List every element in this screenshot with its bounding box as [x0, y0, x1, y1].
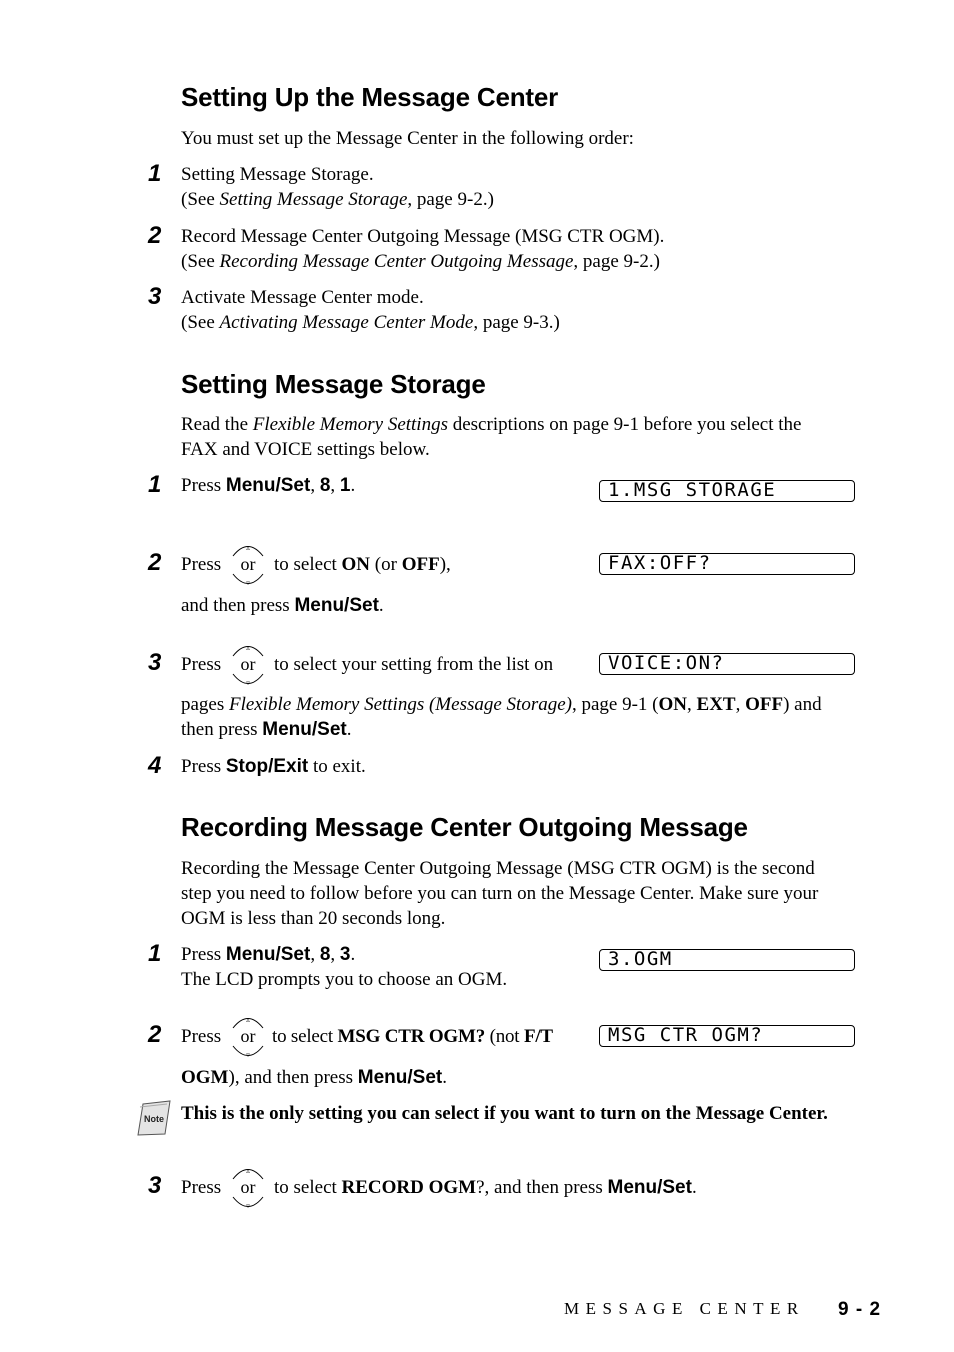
up-down-key-icon: [228, 1011, 268, 1063]
storage-step-3-text: to select your setting from the list on: [274, 654, 554, 675]
svg-text:▵: ▵: [246, 1016, 250, 1024]
note-icon: [136, 1099, 172, 1137]
svg-text:▵: ▵: [246, 1167, 250, 1175]
step-number: 3: [148, 649, 162, 676]
lcd-display: 1.MSG STORAGE: [599, 480, 855, 502]
recording-step-3-press: Press: [181, 1177, 222, 1198]
section-heading-recording: Recording Message Center Outgoing Message: [181, 812, 748, 842]
step-number: 2: [148, 1021, 162, 1048]
step-text: Record Message Center Outgoing Message (MSG CTR OGM).: [181, 226, 665, 247]
storage-step-3-detail: pages Flexible Memory Settings (Message Storage), page 9-1 (ON, EXT, OFF) and then press Menu/Set.: [181, 694, 822, 740]
storage-step-4: Press Stop/Exit to exit.: [181, 756, 366, 777]
up-down-key-icon: [228, 639, 268, 691]
storage-step-2-then: and then press Menu/Set.: [181, 595, 384, 616]
recording-step-3-text: to select RECORD OGM?, and then press Menu/Set.: [274, 1177, 697, 1198]
section-heading-setup: Setting Up the Message Center: [181, 82, 559, 112]
step-number: 2: [148, 549, 162, 576]
up-down-key-icon: [228, 1162, 268, 1214]
step-number: 1: [148, 160, 162, 187]
note-text: This is the only setting you can select if you want to turn on the Message Center.: [181, 1103, 828, 1124]
storage-step-3-press: Press: [181, 654, 222, 675]
step-number: 3: [148, 1172, 162, 1199]
svg-text:▿: ▿: [246, 1051, 250, 1059]
recording-step-2-text: to select MSG CTR OGM? (not F/T: [272, 1026, 553, 1047]
setup-step-3: [181, 285, 560, 335]
svg-text:or: or: [240, 1177, 256, 1197]
step-reference: (See Setting Message Storage, page 9-2.): [181, 189, 494, 210]
svg-text:▵: ▵: [246, 644, 250, 652]
svg-text:or: or: [240, 554, 256, 574]
section-heading-storage: Setting Message Storage: [181, 369, 486, 399]
step-number: 4: [148, 752, 162, 779]
step-reference: (See Activating Message Center Mode, page 9-3.): [181, 312, 560, 333]
recording-step-2-then: OGM), and then press Menu/Set.: [181, 1067, 447, 1088]
setup-step-1: [181, 162, 494, 212]
svg-text:▿: ▿: [246, 1202, 250, 1210]
recording-step-2-press: Press: [181, 1026, 222, 1047]
storage-step-1: Press Menu/Set, 8, 1.: [181, 475, 356, 496]
step-number: 1: [148, 471, 162, 498]
setup-intro: You must set up the Message Center in the following order:: [181, 128, 634, 149]
svg-text:or: or: [240, 654, 256, 674]
lcd-display: MSG CTR OGM?: [599, 1025, 855, 1047]
storage-step-2-press: Press: [181, 554, 222, 575]
step-reference: (See Recording Message Center Outgoing Message, page 9-2.): [181, 251, 660, 272]
lcd-display: 3.OGM: [599, 949, 855, 971]
footer-section-title: MESSAGE CENTER: [564, 1299, 805, 1318]
lcd-display: FAX:OFF?: [599, 553, 855, 575]
svg-text:Note: Note: [144, 1114, 164, 1124]
step-text: Setting Message Storage.: [181, 164, 374, 185]
svg-text:or: or: [240, 1026, 256, 1046]
lcd-display: VOICE:ON?: [599, 653, 855, 675]
recording-step-1: Press Menu/Set, 8, 3. The LCD prompts you to choose an OGM.: [181, 944, 508, 990]
svg-text:▿: ▿: [246, 579, 250, 587]
recording-intro: Recording the Message Center Outgoing Message (MSG CTR OGM) is the second step you need to follow before you can turn on the Message Center. Make sure your OGM is less than 20 seconds long.: [181, 858, 819, 929]
step-text: Activate Message Center mode.: [181, 287, 424, 308]
step-number: 2: [148, 222, 162, 249]
svg-text:▵: ▵: [246, 544, 250, 552]
page-number: 9 - 2: [838, 1299, 882, 1320]
step-number: 1: [148, 940, 162, 967]
up-down-key-icon: [228, 539, 268, 591]
step-number: 3: [148, 283, 162, 310]
setup-step-2: [181, 224, 664, 274]
storage-intro: Read the Flexible Memory Settings descriptions on page 9-1 before you select the FAX and VOICE settings below.: [181, 414, 802, 460]
storage-step-2-text: to select ON (or OFF),: [274, 554, 451, 575]
svg-text:▿: ▿: [246, 679, 250, 687]
